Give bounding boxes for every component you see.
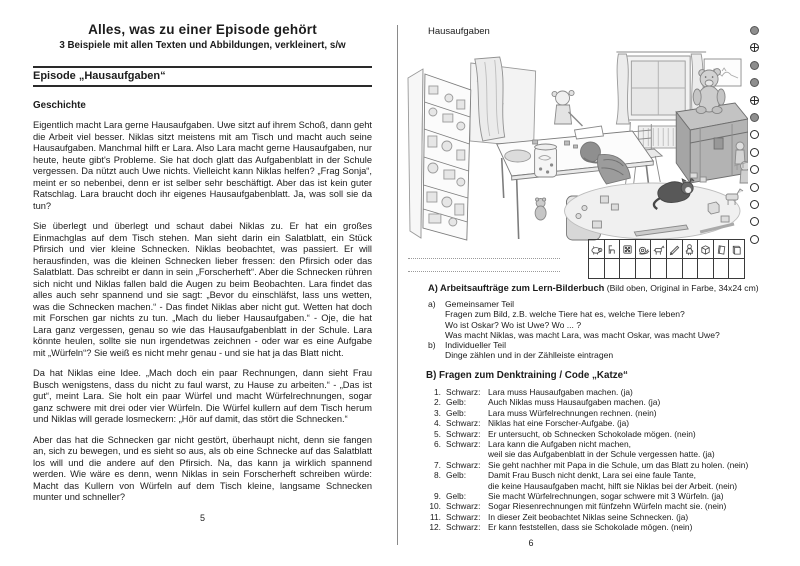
margin-marker-filled bbox=[750, 61, 759, 70]
question-code: Gelb: bbox=[446, 491, 467, 502]
writing-line bbox=[408, 258, 560, 259]
item-line: Dinge zählen und in der Zählleiste eintragen bbox=[445, 350, 614, 361]
snail-icon bbox=[635, 240, 651, 259]
question-text: Sogar Riesenrechnungen mit fünfzehn Würfeln macht sie. (nein) bbox=[488, 501, 727, 512]
tally-cell bbox=[713, 259, 729, 279]
margin-markers bbox=[750, 26, 759, 244]
margin-marker-empty bbox=[750, 217, 759, 226]
item-title: Individueller Teil bbox=[445, 340, 506, 351]
section-a-item-a bbox=[428, 299, 788, 340]
margin-marker-filled bbox=[750, 113, 759, 122]
cube-icon bbox=[698, 240, 714, 259]
section-a-heading-note: (Bild oben, Original in Farbe, 34x24 cm) bbox=[604, 283, 759, 293]
margin-marker-crossed bbox=[750, 96, 759, 105]
margin-marker-empty bbox=[750, 200, 759, 209]
story-paragraph: Aber das hat die Schnecken gar nicht gestört, überhaupt nicht, denn sie fangen an, sich zu bewegen, und es sieht so aus, als ob eine Schnecke auf das Salatblatt los will und die andere auf den Pfirsich. Na, das kann ja wirklich spannend werden. Wie wäre es denn, wenn Niklas in sein Forscherheft schreiben würde: Macht das Kullern von Würfeln auf dem Tisch kleine, langsame Schnecken munter und schneller? bbox=[33, 434, 372, 502]
question-number: 2. bbox=[434, 397, 441, 408]
margin-marker-filled bbox=[750, 78, 759, 87]
question-number: 11. bbox=[429, 511, 441, 522]
margin-marker-empty bbox=[750, 165, 759, 174]
question-text: Lara muss Hausaufgaben machen. (ja) bbox=[488, 387, 633, 397]
margin-marker-filled bbox=[750, 26, 759, 35]
question-row bbox=[426, 439, 792, 460]
tally-cell bbox=[666, 259, 682, 279]
chair-icon bbox=[604, 240, 620, 259]
item-label: b) bbox=[428, 340, 436, 351]
question-row bbox=[426, 397, 792, 407]
tally-cell bbox=[698, 259, 714, 279]
question-row bbox=[426, 522, 792, 532]
question-number: 7. bbox=[434, 459, 441, 470]
question-row bbox=[426, 408, 792, 418]
page-right bbox=[400, 0, 800, 566]
question-text: Sie geht nachher mit Papa in die Schule, um das Blatt zu holen. (nein) bbox=[488, 459, 749, 470]
page-subtitle: 3 Beispiele mit allen Texten und Abbildungen, verkleinert, s/w bbox=[59, 40, 346, 51]
question-text: Damit Frau Busch nicht denkt, Lara sei eine faule Tante, bbox=[488, 470, 696, 481]
question-number: 12. bbox=[429, 522, 441, 533]
section-b bbox=[426, 370, 792, 533]
picture-title: Hausaufgaben bbox=[428, 26, 490, 37]
die-icon bbox=[620, 240, 636, 259]
margin-marker-empty bbox=[750, 183, 759, 192]
section-a-item-b bbox=[428, 340, 788, 360]
tally-cell bbox=[651, 259, 667, 279]
tally-cell bbox=[620, 259, 636, 279]
margin-marker-empty bbox=[750, 130, 759, 139]
question-text: Lara muss Würfelrechnungen rechnen. (nein) bbox=[488, 407, 657, 418]
item-label: a) bbox=[428, 299, 436, 310]
drawing-doll bbox=[552, 90, 603, 139]
toy-shelf bbox=[423, 74, 471, 240]
question-text: Er kann feststellen, dass sie Schokolade mögen. (nein) bbox=[488, 522, 693, 533]
writing-line bbox=[408, 271, 560, 272]
section-a bbox=[428, 283, 788, 360]
question-row bbox=[426, 387, 792, 397]
question-text: In dieser Zeit beobachtet Niklas seine Schnecken. (ja) bbox=[488, 511, 689, 522]
item-line: Was macht Niklas, was macht Lara, was macht Oskar, was macht Uwe? bbox=[445, 329, 720, 340]
room-illustration bbox=[405, 46, 748, 242]
question-code: Schwarz: bbox=[446, 428, 481, 439]
thick-book-icon bbox=[729, 240, 745, 259]
question-row bbox=[426, 501, 792, 511]
question-number: 5. bbox=[434, 428, 441, 439]
question-number: 6. bbox=[434, 439, 441, 450]
question-text-line2: weil sie das Aufgabenblatt in der Schule vergessen hatte. (ja) bbox=[488, 449, 715, 460]
tally-cell bbox=[635, 259, 651, 279]
question-code: Gelb: bbox=[446, 397, 467, 408]
tally-cell bbox=[729, 259, 745, 279]
question-code: Schwarz: bbox=[446, 501, 481, 512]
question-text: Er untersucht, ob Schnecken Schokolade mögen. (nein) bbox=[488, 428, 696, 439]
question-row bbox=[426, 418, 792, 428]
question-text: Sie macht Würfelrechnungen, sogar schwere mit 3 Würfeln. (ja) bbox=[488, 491, 724, 502]
section-a-heading-bold: A) Arbeitsaufträge zum Lern-Bilderbuch bbox=[428, 283, 605, 293]
margin-marker-crossed bbox=[750, 43, 759, 52]
question-code: Schwarz: bbox=[446, 439, 481, 450]
story-heading: Geschichte bbox=[33, 100, 86, 111]
section-a-heading bbox=[428, 283, 788, 293]
question-row bbox=[426, 491, 792, 501]
question-text: Niklas hat eine Forscher-Aufgabe. (ja) bbox=[488, 418, 630, 429]
doll-icon bbox=[682, 240, 698, 259]
pig-icon bbox=[589, 240, 605, 259]
question-number: 9. bbox=[434, 491, 441, 502]
question-row bbox=[426, 429, 792, 439]
question-code: Schwarz: bbox=[446, 459, 481, 470]
question-row bbox=[426, 470, 792, 491]
question-code: Gelb: bbox=[446, 470, 467, 481]
story-paragraph: Eigentlich macht Lara gerne Hausaufgaben. Uwe sitzt auf ihrem Schoß, dann geht die Arbeit viel besser. Niklas sitzt meistens mit am Tisch und macht auch seine Hausaufgaben. Manchmal hilft er Lara. Also Lara macht gerne Hausaufgaben, nur heute, heute gibt's Probleme. Sie hat doch glatt das Aufgabenblatt in der Schule vergessen. Da nützt auch Uwe nichts. Vielleicht kann Niklas helfen? „Frag Sonja“, meint er so nebenbei, denn er ist selber sehr beschäftigt. Aber das ist kein guter Ratschlag. Lara braucht doch ihr eigenes Hausaufgabenblatt. Ja, was soll sie da tun? bbox=[33, 120, 373, 211]
story-paragraph: Da hat Niklas eine Idee. „Mach doch ein paar Rechnungen, dann sieht Frau Busch wenigstens, dass du nicht zu faul warst, zu Hause zu arbeiten.“ - „Das ist gut“, meint Lara. Sie holt ein paar Würfel und macht Würfelrechnungen, sogar ganz schwere mit drei oder vier Würfeln. Die Würfel kullern auf dem Tisch herum und Niklas will gerade losmeckern: „Hör auf damit, das stört die Schnecken.“ bbox=[33, 368, 372, 424]
page-title: Alles, was zu einer Episode gehört bbox=[88, 22, 317, 37]
question-code: Schwarz: bbox=[446, 418, 481, 429]
question-text-line2: die keine Hausaufgaben macht, hilft sie Niklas bei der Arbeit. (nein) bbox=[488, 480, 738, 491]
page-divider bbox=[397, 25, 398, 545]
section-b-heading: B) Fragen zum Denktraining / Code „Katze“ bbox=[426, 370, 628, 381]
question-number: 8. bbox=[434, 470, 441, 481]
question-text: Auch Niklas muss Hausaufgaben machen. (ja) bbox=[488, 397, 661, 408]
page-number-left: 5 bbox=[199, 512, 205, 523]
margin-marker-empty bbox=[750, 235, 759, 244]
item-title: Gemeinsamer Teil bbox=[445, 299, 515, 310]
question-number: 3. bbox=[434, 407, 441, 418]
item-line: Wo ist Oskar? Wo ist Uwe? Wo ... ? bbox=[445, 319, 582, 330]
tally-cell bbox=[589, 259, 605, 279]
page-left bbox=[0, 0, 397, 566]
tally-cell bbox=[682, 259, 698, 279]
item-line: Fragen zum Bild, z.B. welche Tiere hat es, welche Tiere leben? bbox=[445, 309, 685, 320]
page-number-right: 6 bbox=[528, 538, 534, 548]
question-code: Schwarz: bbox=[446, 522, 481, 533]
tally-strip bbox=[588, 239, 745, 279]
question-row bbox=[426, 512, 792, 522]
tally-icons-row bbox=[589, 240, 745, 259]
thin-book-icon bbox=[713, 240, 729, 259]
tally-entry-row bbox=[589, 259, 745, 279]
question-code: Gelb: bbox=[446, 407, 467, 418]
question-text: Lara kann die Aufgaben nicht machen, bbox=[488, 439, 631, 450]
story-text bbox=[33, 120, 372, 504]
plate bbox=[505, 150, 531, 162]
margin-marker-empty bbox=[750, 148, 759, 157]
question-code: Schwarz: bbox=[446, 387, 481, 397]
episode-header: Episode „Hausaufgaben“ bbox=[33, 66, 372, 87]
story-paragraph: Sie überlegt und überlegt und schaut dabei Niklas zu. Er hat ein großes Einmachglas auf dem Tisch stehen. Man sieht darin ein Salatblatt, ein Stück Pfirsich und vier kleine Schnecken. Niklas beobachtet, was passiert. Er will herausfinden, was die kleinen Schnecken lieber fressen: den Pfirsich oder das Salatblatt. Das schreibt er dann in sein „Forscherheft“. Aber die Schnecken rühren sich nicht und Niklas fallen bald die Augen zu beim Beobachten. Lara findet das alles auch sehr spannend und sie sagt: „Bevor du einschläfst, lass uns wetten, was die Schnecken machen.“ - Das findet Niklas aber nicht gut. Wetten hat doch mit Forschen gar nichts zu tun. „Mach du lieber Hausaufgaben.“ - Oje, die hat Lara ganz vergessen, genau so wie das Hausaufgabenblatt in der Schule. Lara könnte heulen, sollte sie nun irgendetwas zeichnen - oder war es eine Aufgabe mit „Würfeln“? Sie weiß es nicht mehr genau - und sie hat ja das Blatt nicht. bbox=[33, 221, 372, 358]
horse-icon bbox=[651, 240, 667, 259]
question-code: Schwarz: bbox=[446, 511, 481, 522]
question-number: 1. bbox=[434, 387, 441, 397]
question-row bbox=[426, 460, 792, 470]
pencil-icon bbox=[666, 240, 682, 259]
small-teddy bbox=[535, 198, 546, 220]
snail-jar bbox=[535, 144, 557, 177]
question-number: 4. bbox=[434, 418, 441, 429]
question-number: 10. bbox=[429, 501, 441, 512]
tally-cell bbox=[604, 259, 620, 279]
wall bbox=[408, 69, 423, 238]
